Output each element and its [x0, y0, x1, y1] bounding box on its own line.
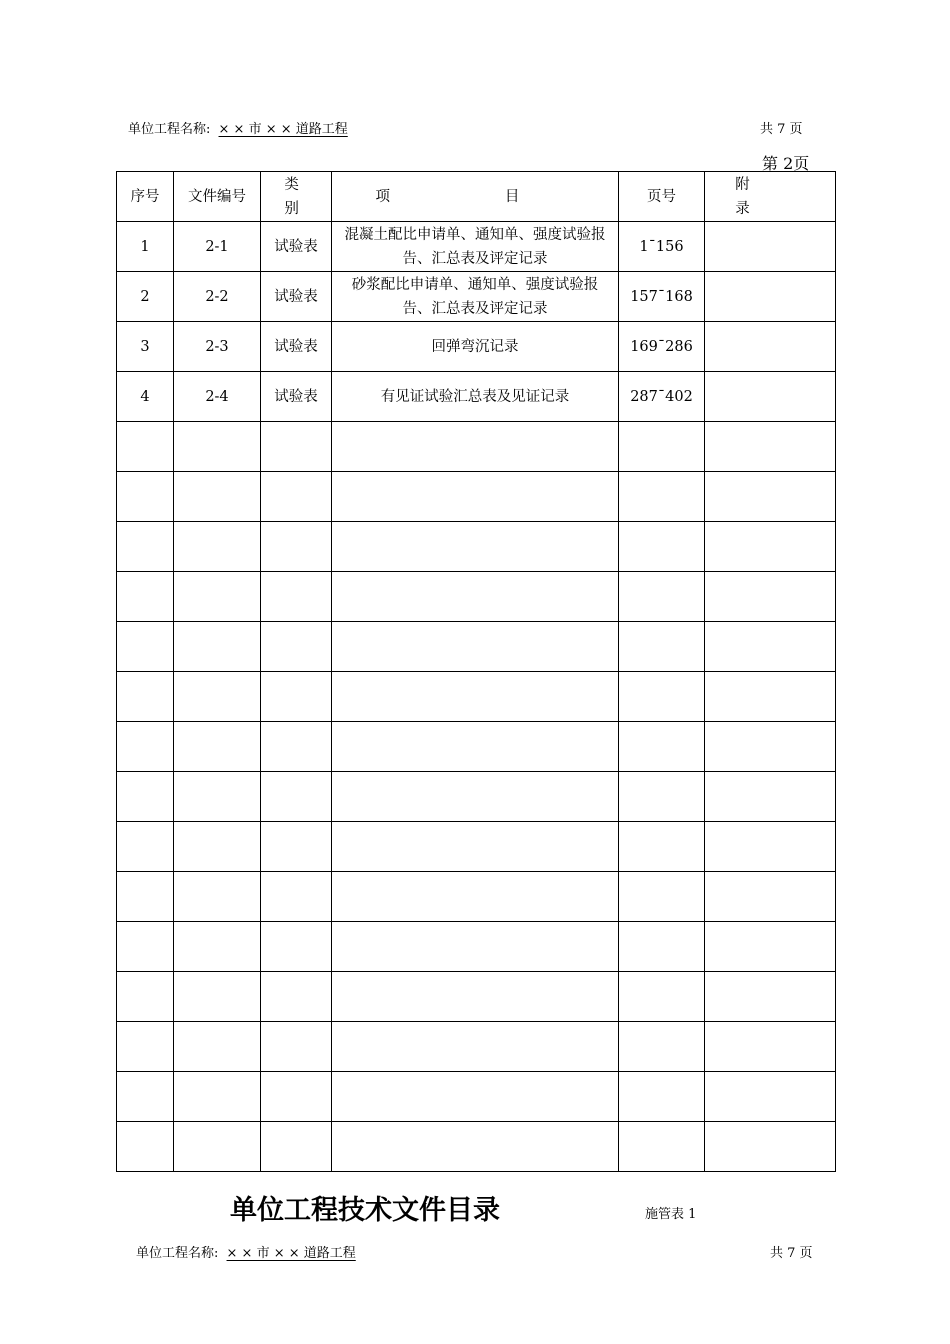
table-row-empty [117, 822, 836, 872]
cell-no [117, 872, 174, 922]
cell-category [261, 472, 332, 522]
cell-appendix [705, 822, 836, 872]
cell-code: 2-4 [174, 372, 261, 422]
cell-pages [619, 672, 705, 722]
cell-code: 2-3 [174, 322, 261, 372]
document-title: 单位工程技术文件目录 [230, 1195, 500, 1226]
table-header-row [117, 172, 836, 222]
footer-project-name: × × 市 × × 道路工程 [226, 1246, 356, 1261]
cell-category: 试验表 [261, 322, 332, 372]
cell-item [332, 572, 619, 622]
cell-item [332, 1072, 619, 1122]
cell-category [261, 572, 332, 622]
cell-pages [619, 872, 705, 922]
cell-code [174, 522, 261, 572]
cell-item: 砂浆配比申请单、通知单、强度试验报告、汇总表及评定记录 [332, 272, 619, 322]
cell-no [117, 422, 174, 472]
cell-item [332, 972, 619, 1022]
cell-no: 4 [117, 372, 174, 422]
cell-appendix [705, 1072, 836, 1122]
cell-code: 2-1 [174, 222, 261, 272]
table-row [117, 322, 836, 372]
cell-appendix [705, 972, 836, 1022]
cell-category [261, 872, 332, 922]
cell-item [332, 522, 619, 572]
cell-item: 混凝土配比申请单、通知单、强度试验报告、汇总表及评定记录 [332, 222, 619, 272]
cell-code [174, 1022, 261, 1072]
cell-appendix [705, 1122, 836, 1172]
cell-appendix [705, 672, 836, 722]
cell-appendix [705, 522, 836, 572]
cell-code [174, 822, 261, 872]
cell-code [174, 872, 261, 922]
cell-pages [619, 772, 705, 822]
cell-appendix [705, 872, 836, 922]
cell-code [174, 472, 261, 522]
cell-category [261, 822, 332, 872]
cell-item [332, 622, 619, 672]
footer-project-label: 单位工程名称: [136, 1246, 219, 1261]
col-header-category: 类 别 [261, 172, 332, 222]
footer-total-pages: 共 7 页 [770, 1246, 813, 1261]
table-row-empty [117, 922, 836, 972]
cell-no [117, 1122, 174, 1172]
form-code: 施管表 1 [645, 1207, 697, 1222]
cell-pages: 287¯402 [619, 372, 705, 422]
cell-appendix [705, 472, 836, 522]
cell-category [261, 622, 332, 672]
cell-no [117, 772, 174, 822]
cell-code [174, 1122, 261, 1172]
cell-code: 2-2 [174, 272, 261, 322]
cell-appendix [705, 1022, 836, 1072]
cell-no: 2 [117, 272, 174, 322]
cell-no [117, 622, 174, 672]
cell-appendix [705, 422, 836, 472]
cell-pages [619, 722, 705, 772]
cell-pages [619, 1072, 705, 1122]
cell-item [332, 872, 619, 922]
cell-pages [619, 572, 705, 622]
cell-code [174, 422, 261, 472]
cell-pages [619, 622, 705, 672]
col-header-appendix: 附 录 [705, 172, 836, 222]
col-header-item: 项 目 [332, 172, 619, 222]
header-total-pages: 共 7 页 [760, 122, 803, 137]
cell-category [261, 1122, 332, 1172]
table-row-empty [117, 722, 836, 772]
cell-category [261, 1022, 332, 1072]
cell-no [117, 522, 174, 572]
cell-item [332, 1122, 619, 1172]
cell-no [117, 722, 174, 772]
cell-appendix [705, 372, 836, 422]
cell-category: 试验表 [261, 272, 332, 322]
cell-no [117, 1022, 174, 1072]
cell-code [174, 922, 261, 972]
cell-category [261, 1072, 332, 1122]
table-row-empty [117, 772, 836, 822]
table-row-empty [117, 1072, 836, 1122]
table-row-empty [117, 672, 836, 722]
cell-item [332, 772, 619, 822]
cell-category: 试验表 [261, 222, 332, 272]
cell-item [332, 672, 619, 722]
cell-no [117, 672, 174, 722]
header-page-number: 第 2页 [762, 154, 810, 173]
table-row-empty [117, 1022, 836, 1072]
cell-no [117, 1072, 174, 1122]
cell-appendix [705, 272, 836, 322]
table-row [117, 272, 836, 322]
cell-category [261, 422, 332, 472]
cell-code [174, 972, 261, 1022]
cell-category [261, 672, 332, 722]
cell-pages [619, 422, 705, 472]
cell-pages: 1¯156 [619, 222, 705, 272]
cell-appendix [705, 322, 836, 372]
cell-appendix [705, 572, 836, 622]
col-header-code: 文件编号 [174, 172, 261, 222]
header-project-label: 单位工程名称: [128, 122, 211, 137]
table-row-empty [117, 872, 836, 922]
header-project [128, 118, 352, 137]
cell-item [332, 922, 619, 972]
cell-code [174, 572, 261, 622]
cell-no [117, 572, 174, 622]
cell-category [261, 772, 332, 822]
cell-pages: 169¯286 [619, 322, 705, 372]
cell-no [117, 972, 174, 1022]
header-project-name: × × 市 × × 道路工程 [218, 122, 348, 137]
cell-no [117, 472, 174, 522]
toc-table [116, 171, 836, 1172]
cell-category [261, 972, 332, 1022]
cell-appendix [705, 222, 836, 272]
cell-category [261, 922, 332, 972]
cell-appendix [705, 772, 836, 822]
cell-item: 有见证试验汇总表及见证记录 [332, 372, 619, 422]
cell-no [117, 822, 174, 872]
cell-pages: 157¯168 [619, 272, 705, 322]
table-row-empty [117, 422, 836, 472]
cell-pages [619, 922, 705, 972]
cell-item [332, 722, 619, 772]
cell-category [261, 522, 332, 572]
footer-project [136, 1242, 360, 1261]
cell-code [174, 672, 261, 722]
table-row-empty [117, 522, 836, 572]
table-row-empty [117, 972, 836, 1022]
cell-no [117, 922, 174, 972]
cell-pages [619, 1022, 705, 1072]
cell-appendix [705, 722, 836, 772]
cell-no: 1 [117, 222, 174, 272]
cell-pages [619, 972, 705, 1022]
cell-code [174, 622, 261, 672]
cell-appendix [705, 622, 836, 672]
cell-item [332, 1022, 619, 1072]
cell-pages [619, 822, 705, 872]
cell-item: 回弹弯沉记录 [332, 322, 619, 372]
table-row [117, 372, 836, 422]
table-row-empty [117, 622, 836, 672]
table-row-empty [117, 472, 836, 522]
cell-item [332, 822, 619, 872]
table-row-empty [117, 1122, 836, 1172]
cell-code [174, 1072, 261, 1122]
cell-item [332, 422, 619, 472]
cell-no: 3 [117, 322, 174, 372]
cell-code [174, 722, 261, 772]
cell-pages [619, 472, 705, 522]
col-header-pages: 页号 [619, 172, 705, 222]
cell-pages [619, 522, 705, 572]
cell-appendix [705, 922, 836, 972]
table-row-empty [117, 572, 836, 622]
cell-code [174, 772, 261, 822]
col-header-no: 序号 [117, 172, 174, 222]
table-row [117, 222, 836, 272]
cell-category [261, 722, 332, 772]
cell-category: 试验表 [261, 372, 332, 422]
cell-item [332, 472, 619, 522]
cell-pages [619, 1122, 705, 1172]
